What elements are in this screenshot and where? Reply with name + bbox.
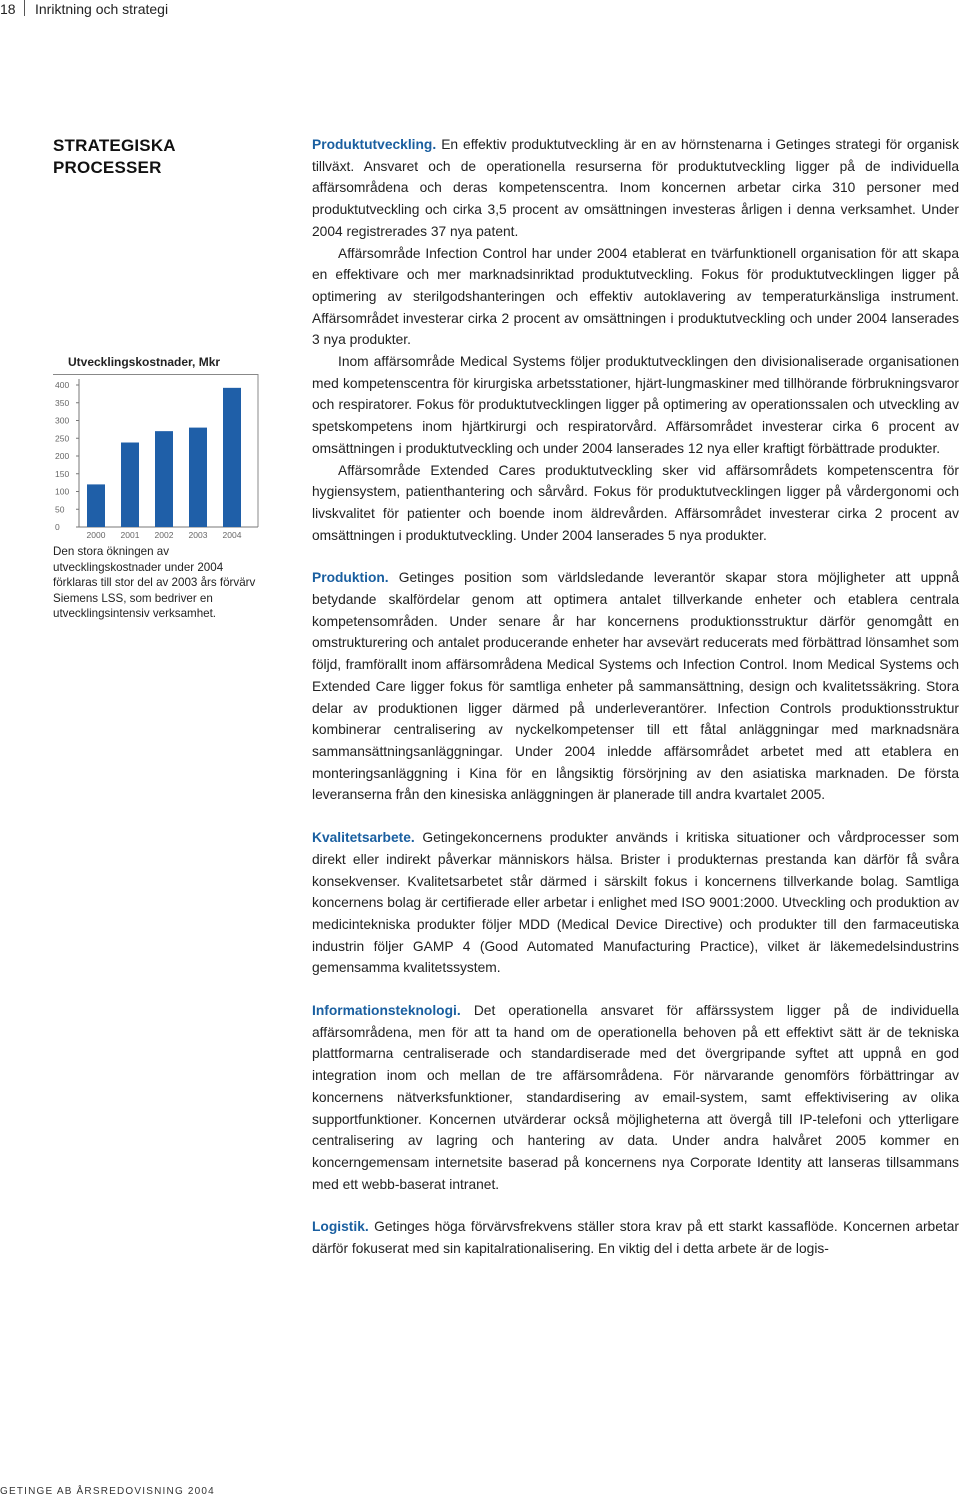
x-tick-label: 2000	[86, 530, 106, 540]
sidebar-caption: Den stora ökningen av utvecklingskostnader under 2004 förklaras till stor del av 2003 års förvärv Siemens LSS, som bedriver en utvecklingsintensiv verksamhet.	[53, 545, 256, 621]
y-tick-label: 100	[55, 486, 70, 497]
page-footer: GETINGE AB ÅRSREDOVISNING 2004	[0, 1486, 215, 1497]
body-paragraph	[312, 827, 959, 979]
text-section	[312, 567, 959, 806]
y-tick-label: 0	[55, 522, 60, 532]
y-tick-label: 300	[55, 415, 70, 426]
x-tick-label: 2001	[120, 530, 140, 540]
y-tick-label: 150	[55, 468, 70, 479]
chart-title: Utvecklingskostnader, Mkr	[68, 355, 221, 369]
paragraph-text: Affärsområde Extended Cares produktutveckling sker vid affärsområdets kompetenscentra för hygiensystem, patienthantering och sårvård. Fokus för produktutvecklingen ligger på vårdergonomi och livskvalitet för patienter och boende inom äldrevården. Affärsområdet investerar cirka 2 procent av omsättningen i produktutveckling. Under 2004 lanserades 5 nya produkter.	[312, 462, 959, 543]
development-cost-chart	[53, 351, 258, 546]
x-tick-label: 2003	[188, 530, 208, 540]
paragraph-text: Getinges position som världsledande leverantör skapar stora möjligheter att uppnå betydande skalfördelar genom att optimera antalet tillverkande enheter och etablera centrala kompetensområden. Under senare år har koncernens produktionsstruktur därför genomgått en omstrukturering och antalet producerande enheter har avsevärt reducerats med förbättrad lönsamhet som följd, framförallt inom affärsområdena Medical Systems och Infection Control. Inom Medical Systems och Extended Care ligger fokus för samtliga enheter på sammansättning, design och kvalitetssäkring. Stora delar av produktionen ligger därmed på underleverantörer. Infection Controls produktionsstruktur kombinerar centralisering av nyckelkompetenser till ett fåtal anläggningar med marknadsnära sammansättningsanläggningar. Under 2004 inledde affärsområdet arbetet med att etablera en monteringsanläggning i Kina för en långsiktig försörjning av den asiatiska marknaden. De första leveranserna från den kinesiska anläggningen är planerade till andra kvartalet 2005.	[312, 570, 959, 803]
bar	[189, 428, 207, 527]
bar	[87, 484, 105, 527]
paragraph-text: Affärsområde Infection Control har under 2004 etablerat en tvärfunktionell organisation för att skapa en effektivare och mer marknadsinriktad produktutveckling. Fokus för produktutvecklingen ligger på optimering av sterilgodshanteringen och effektiv autoklavering av temperaturkänsliga instrument. Affärsområdet investerar cirka 2 procent av omsättningen i produktutveckling och under 2004 lanserades 3 nya produkter.	[312, 245, 959, 348]
main-text	[312, 134, 959, 1281]
sidebar-heading: STRATEGISKA PROCESSER	[53, 136, 176, 177]
header-divider	[24, 0, 25, 16]
paragraph-text: Getinges höga förvärvsfrekvens ställer stora krav på ett starkt kassaflöde. Koncernen arbetar därför fokuserat med sin kapitalrationalisering. En viktig del i detta arbete är de logis-	[312, 1219, 959, 1257]
section-lead: Produktion.	[312, 570, 389, 586]
bar	[121, 443, 139, 527]
section-lead: Produktutveckling.	[312, 137, 437, 152]
y-tick-label: 50	[55, 504, 65, 515]
section-lead: Logistik.	[312, 1219, 369, 1235]
x-tick-label: 2004	[222, 530, 242, 540]
y-tick-label: 250	[55, 433, 70, 444]
x-tick-label: 2002	[154, 530, 174, 540]
text-section	[312, 1000, 959, 1195]
chart-plot	[53, 351, 258, 546]
y-tick-label: 350	[55, 397, 70, 408]
body-paragraph	[312, 134, 959, 243]
page-header	[0, 0, 168, 20]
bar	[155, 431, 173, 527]
paragraph-text: Inom affärsområde Medical Systems följer produktutvecklingen den divisionaliserade organisationen med kompetenscentra för kirurgiska arbetsstationer, hjärt-lungmaskiner med tillhörande förbrukningsvaror och respiratorer. Fokus för produktutvecklingen ligger på optimering av operationssalen och utveckling av spetskompetens inom hjärtkirurgi och respiratorvård. Affärsområdet investerar cirka 6 procent av omsättningen i produktutveckling och under 2004 lanserades 12 nya eller kraftigt förbättrade produkter.	[312, 354, 959, 456]
section-lead: Informationsteknologi.	[312, 1003, 461, 1019]
text-section	[312, 1216, 959, 1259]
body-paragraph	[312, 460, 959, 547]
page-number: 18	[0, 1, 16, 17]
text-section	[312, 827, 959, 979]
paragraph-text: Getingekoncernens produkter används i kritiska situationer och vårdprocesser som direkt eller indirekt påverkar människors hälsa. Brister i produkternas prestanda kan därför få svåra konsekvenser. Kvalitetsarbetet står därmed i särskilt fokus i koncernens tillverkande bolag. Samtliga koncernens bolag är certifierade eller arbetar i enlighet med ISO 9001:2000. Utveckling och produktion av medicintekniska produkter följer MDD (Medical Device Directive) och produkter till den farmaceutiska industrin följer GAMP 4 (Good Automated Manufacturing Practice), vilket är läkemedelsindustrins gemensamma kvalitetssystem.	[312, 830, 959, 976]
text-section	[312, 134, 959, 546]
body-paragraph	[312, 567, 959, 806]
y-tick-label: 400	[55, 380, 70, 390]
section-lead: Kvalitetsarbete.	[312, 830, 415, 846]
paragraph-text: Det operationella ansvaret för affärssystem ligger på de individuella affärsområdena, men för att ta hand om de operationella behoven på ett effektivt sätt är de tekniska plattformarna centraliserade och standardiserade med det övergripande syftet att uppnå en god integration inom och mellan de tre affärsområdena. För närvarande genomförs förbättringar av koncernens nätverksfunktioner, standardisering av email-system, samt effektivisering av olika supportfunktioner. Koncernen utvärderar också möjligheterna att övergå till IP-telefoni och ytterligare centralisering av lagring och hantering av data. Under andra halvåret 2005 kommer en koncerngemensam internetsite baserad på koncernens nya Corporate Identity att lanseras tillsammans med ett webb-baserat intranet.	[312, 1003, 959, 1192]
body-paragraph	[312, 243, 959, 352]
section-title: Inriktning och strategi	[35, 1, 169, 17]
paragraph-text: En effektiv produktutveckling är en av hörnstenarna i Getinges strategi för organisk tillväxt. Ansvaret och de operationella resurserna för produktutveckling ligger på de individuella affärsområdena och deras kompetenscentra. Inom koncernen arbetar cirka 310 personer med produktutveckling och cirka 3,5 procent av omsättningen investeras årligen i denna verksamhet. Under 2004 registrerades 37 nya patent.	[312, 137, 959, 239]
bar	[223, 388, 241, 527]
body-paragraph	[312, 1216, 959, 1259]
body-paragraph	[312, 1000, 959, 1195]
body-paragraph	[312, 351, 959, 460]
y-tick-label: 200	[55, 451, 70, 461]
